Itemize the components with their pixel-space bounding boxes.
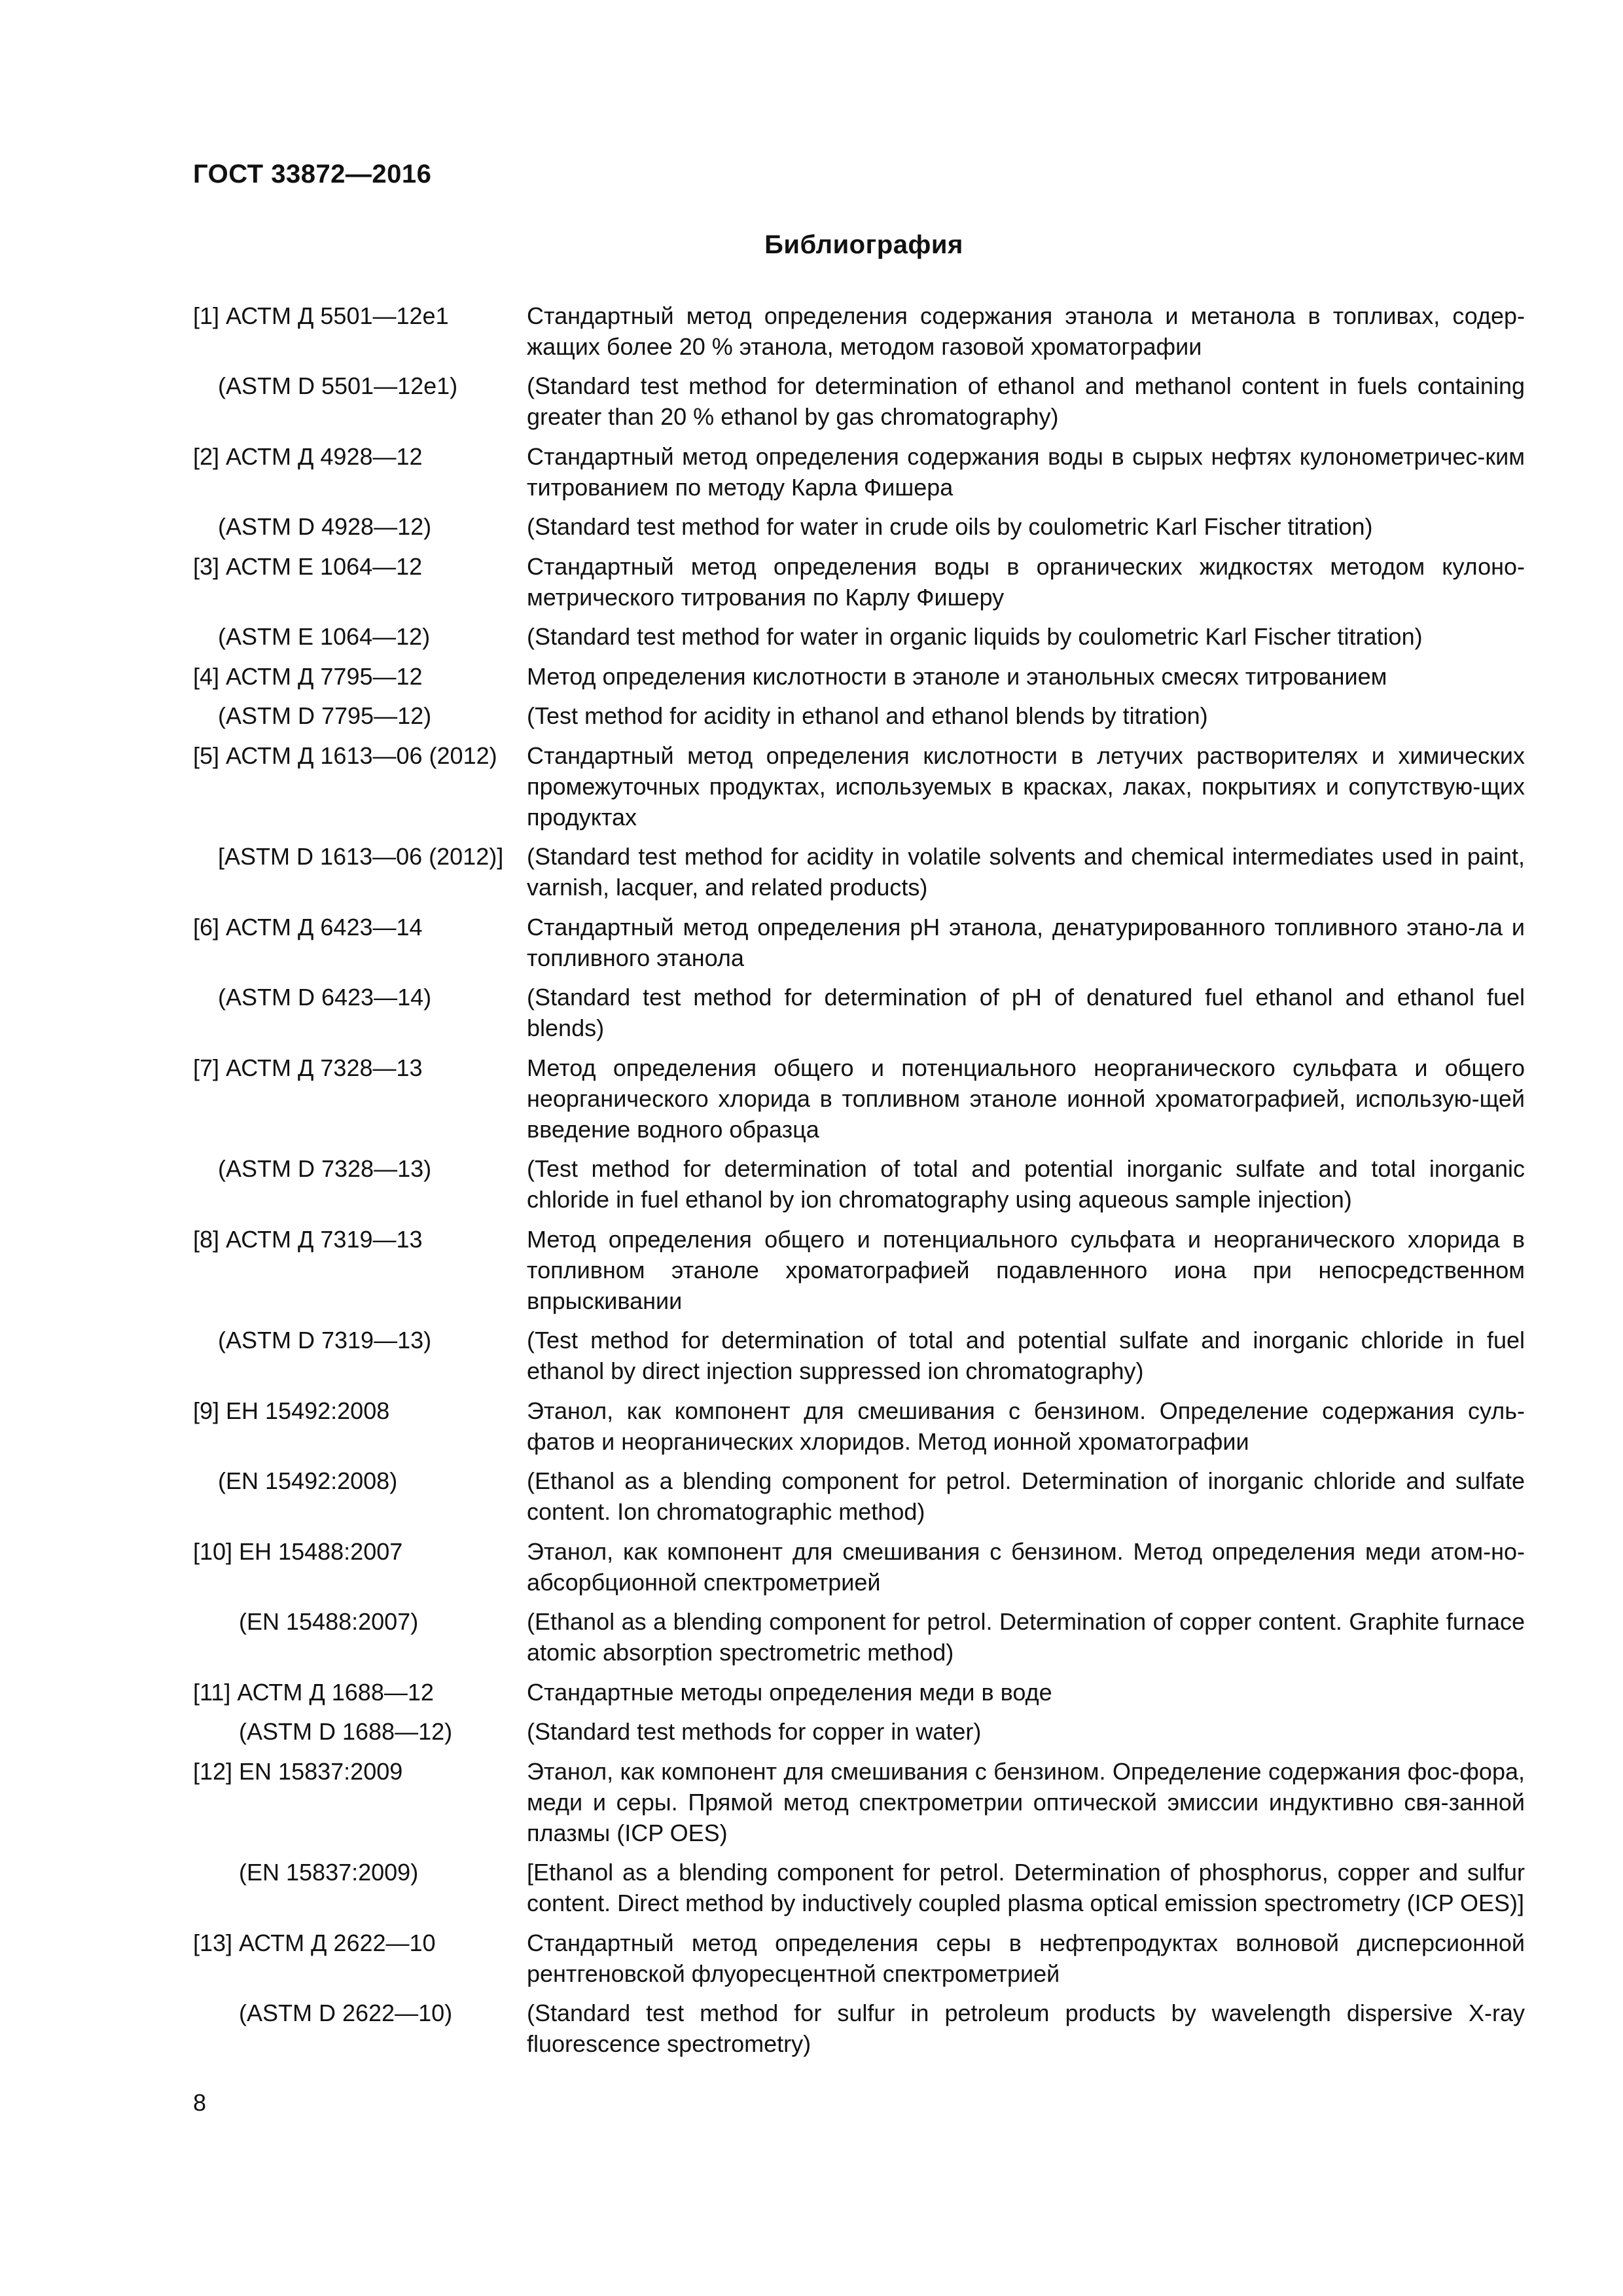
entry-original-title: (Standard test methods for copper in water) [527,1718,982,1745]
bibliography-entry [193,441,1525,503]
entry-reference: [2] АСТМ Д 4928—12 [193,443,423,470]
entry-original-reference: (ASTM D 1688—12) [239,1718,453,1745]
entry-reference: [8] АСТМ Д 7319—13 [193,1226,423,1253]
entry-title: Этанол, как компонент для смешивания с бензином. Определение содержания фос-фора, меди и серы. Прямой метод спектрометрии оптической эмиссии индуктивно свя-занной плазмы (ICP OES) [527,1758,1525,1846]
entry-title: Стандартный метод определения содержания воды в сырых нефтях кулонометричес-ким титрованием по методу Карла Фишера [527,443,1525,501]
entry-original-title: (Ethanol as a blending component for petrol. Determination of copper content. Graphite furnace atomic absorption spectrometric method) [527,1608,1525,1666]
entry-original-reference: (EN 15837:2009) [239,1859,419,1886]
entry-title: Стандартный метод определения воды в органических жидкостях методом кулоно-метрического титрования по Карлу Фишеру [527,553,1525,611]
entry-original-reference: (EN 15488:2007) [239,1608,419,1635]
page-number: 8 [193,2089,207,2116]
entry-original-title: (Standard test method for water in crude oils by coulometric Karl Fischer titration) [527,513,1373,540]
entry-reference: [3] АСТМ Е 1064—12 [193,553,423,580]
entry-title: Метод определения общего и потенциального сульфата и неорганического хлорида в топливном этаноле хроматографией подавленного иона при непосредственном впрыскивании [527,1226,1525,1314]
bibliography-list [193,300,1525,2059]
entry-reference: [1] АСТМ Д 5501—12e1 [193,302,449,329]
entry-reference: [13] АСТМ Д 2622—10 [193,1929,436,1956]
entry-reference: [10] ЕН 15488:2007 [193,1538,403,1565]
bibliography-entry [193,740,1525,833]
entry-reference: [7] АСТМ Д 7328—13 [193,1054,423,1081]
bibliography-entry [193,551,1525,613]
entry-original-reference: (ASTM D 2622—10) [239,2000,453,2026]
bibliography-entry [193,1756,1525,1848]
entry-title: Стандартный метод определения содержания этанола и метанола в топливах, содер-жащих более 20 % этанола, методом газовой хроматографии [527,302,1525,360]
bibliography-entry-original [193,1998,1525,2059]
bibliography-entry-original [193,1606,1525,1668]
entry-original-title: (Standard test method for determination of ethanol and methanol content in fuels containing greater than 20 % ethanol by gas chromatography) [527,372,1525,430]
entry-reference: [4] АСТМ Д 7795—12 [193,663,423,690]
bibliography-entry [193,1052,1525,1145]
bibliography-entry-original [193,841,1525,903]
document-header: ГОСТ 33872—2016 [193,160,432,188]
entry-original-title: (Ethanol as a blending component for petrol. Determination of inorganic chloride and sulfate content. Ion chromatographic method) [527,1467,1525,1525]
entry-title: Этанол, как компонент для смешивания с бензином. Метод определения меди атом-но-абсорбционной спектрометрией [527,1538,1525,1596]
bibliography-entry-original [193,700,1525,731]
entry-original-reference: (ASTM D 6423—14) [218,984,432,1011]
entry-original-reference: (ASTM D 7795—12) [218,702,432,729]
entry-original-reference: [ASTM D 1613—06 (2012)] [218,843,504,870]
bibliography-entry-original [193,1325,1525,1386]
entry-reference: [11] АСТМ Д 1688—12 [193,1679,434,1706]
bibliography-entry-original [193,1716,1525,1747]
entry-original-title: (Test method for determination of total and potential inorganic sulfate and total inorganic chloride in fuel ethanol by ion chromatography using aqueous sample injection) [527,1155,1525,1213]
entry-title: Этанол, как компонент для смешивания с бензином. Определение содержания суль-фатов и неорганических хлоридов. Метод ионной хроматографии [527,1397,1525,1455]
bibliography-entry [193,1536,1525,1598]
entry-original-title: (Standard test method for determination of pH of denatured fuel ethanol and ethanol fuel blends) [527,984,1525,1041]
bibliography-entry-original [193,1857,1525,1918]
entry-title: Стандартный метод определения кислотности в летучих растворителях и химических промежуточных продуктах, используемых в красках, лаках, покрытиях и сопутствую-щих продуктах [527,742,1525,831]
bibliography-entry [193,1224,1525,1316]
bibliography-entry [193,912,1525,973]
bibliography-entry [193,661,1525,692]
entry-original-title: (Test method for acidity in ethanol and ethanol blends by titration) [527,702,1208,729]
entry-reference: [5] АСТМ Д 1613—06 (2012) [193,742,497,769]
bibliography-entry [193,300,1525,362]
entry-original-reference: (ASTM D 7328—13) [218,1155,432,1182]
bibliography-entry [193,1928,1525,1989]
entry-original-reference: (EN 15492:2008) [218,1467,398,1494]
entry-title: Стандартные методы определения меди в воде [527,1679,1052,1706]
bibliography-entry-original [193,1153,1525,1215]
entry-original-reference: (ASTM E 1064—12) [218,623,431,650]
section-title: Библиография [764,230,963,259]
bibliography-entry [193,1677,1525,1708]
entry-original-reference: (ASTM D 5501—12e1) [218,372,458,399]
entry-original-reference: (ASTM D 4928—12) [218,513,432,540]
entry-original-title: (Standard test method for acidity in volatile solvents and chemical intermediates used in paint, varnish, lacquer, and related products) [527,843,1525,901]
entry-title: Метод определения общего и потенциального неорганического сульфата и общего неорганического хлорида в топливном этаноле ионной хроматографией, использую-щей введение водного образца [527,1054,1525,1143]
entry-title: Метод определения кислотности в этаноле и этанольных смесях титрованием [527,663,1387,690]
entry-original-title: (Standard test method for sulfur in petroleum products by wavelength dispersive X-ray fluorescence spectrometry) [527,2000,1525,2057]
entry-original-title: (Test method for determination of total and potential sulfate and inorganic chloride in fuel ethanol by direct injection suppressed ion chromatography) [527,1327,1525,1384]
entry-original-title: [Ethanol as a blending component for petrol. Determination of phosphorus, copper and sulfur content. Direct method by inductively coupled plasma optical emission spectrometry (ICP OES)] [527,1859,1525,1916]
entry-title: Стандартный метод определения pH этанола, денатурированного топливного этано-ла и топливного этанола [527,914,1525,971]
entry-reference: [6] АСТМ Д 6423—14 [193,914,423,941]
bibliography-entry [193,1395,1525,1457]
bibliography-entry-original [193,370,1525,432]
entry-original-title: (Standard test method for water in organic liquids by coulometric Karl Fischer titration) [527,623,1423,650]
bibliography-entry-original [193,511,1525,542]
entry-title: Стандартный метод определения серы в нефтепродуктах волновой дисперсионной рентгеновской флуоресцентной спектрометрией [527,1929,1525,1987]
entry-reference: [12] EN 15837:2009 [193,1758,403,1785]
bibliography-entry-original [193,621,1525,652]
bibliography-entry-original [193,982,1525,1043]
entry-reference: [9] ЕН 15492:2008 [193,1397,390,1424]
bibliography-entry-original [193,1465,1525,1527]
entry-original-reference: (ASTM D 7319—13) [218,1327,432,1354]
